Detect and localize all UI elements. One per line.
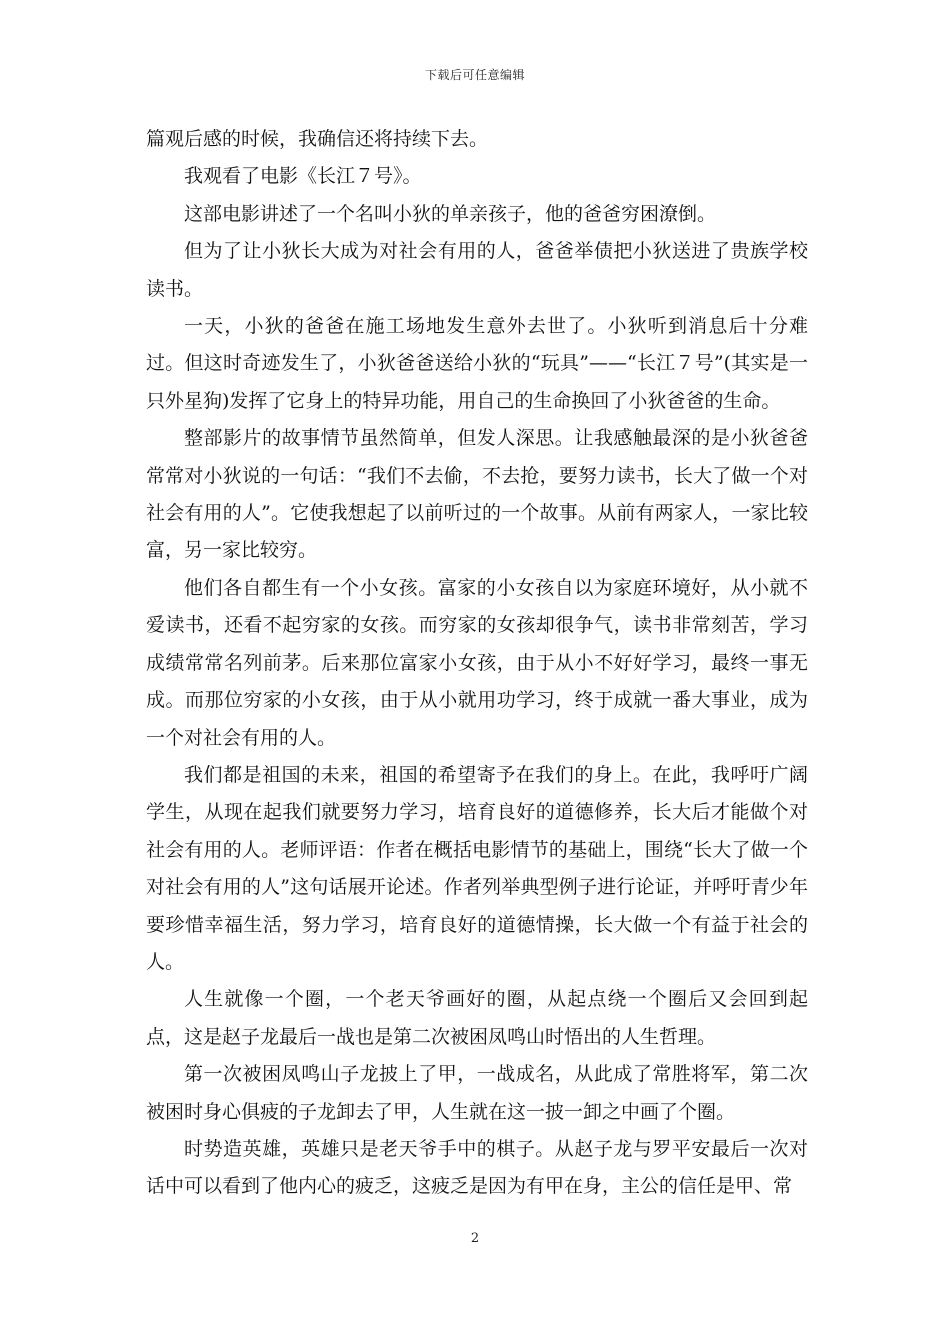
page-header: 下载后可任意编辑 — [424, 68, 525, 82]
paragraph: 整部影片的故事情节虽然简单，但发人深思。让我感触最深的是小狄爸爸常常对小狄说的一句话：“我们不去偷，不去抢，要努力读书，长大了做一个对社会有用的人”。它使我想起了以前听过的一个故事。从前有两家人，一家比较富，另一家比较穷。 — [146, 427, 808, 562]
document-body — [146, 121, 808, 1206]
paragraph: 这部电影讲述了一个名叫小狄的单亲孩子，他的爸爸穷困潦倒。 — [184, 202, 717, 225]
paragraph: 我们都是祖国的未来，祖国的希望寄予在我们的身上。在此，我呼吁广阔学生，从现在起我们就要努力学习，培育良好的道德修养，长大后才能做个对社会有用的人。老师评语：作者在概括电影情节的基础上，围绕“长大了做一个对社会有用的人”这句话展开论述。作者列举典型例子进行论证，并呼吁青少年要珍惜幸福生活，努力学习，培育良好的道德情操，长大做一个有益于社会的人。 — [146, 763, 808, 973]
paragraph: 时势造英雄，英雄只是老天爷手中的棋子。从赵子龙与罗平安最后一次对话中可以看到了他内心的疲乏，这疲乏是因为有甲在身，主公的信任是甲、常 — [146, 1137, 808, 1198]
paragraph: 我观看了电影《长江７号》。 — [184, 165, 422, 188]
paragraph: 篇观后感的时候，我确信还将持续下去。 — [146, 128, 489, 150]
paragraph: 人生就像一个圈，一个老天爷画好的圈，从起点绕一个圈后又会回到起点，这是赵子龙最后一战也是第二次被困凤鸣山时悟出的人生哲理。 — [146, 988, 808, 1048]
paragraph: 一天，小狄的爸爸在施工场地发生意外去世了。小狄听到消息后十分难过。但这时奇迹发生了，小狄爸爸送给小狄的“玩具”——“长江７号”(其实是一只外星狗)发挥了它身上的特异功能，用自己的生命换回了小狄爸爸的生命。 — [146, 315, 808, 412]
paragraph: 但为了让小狄长大成为对社会有用的人，爸爸举债把小狄送进了贵族学校读书。 — [146, 240, 808, 300]
paragraph: 第一次被困凤鸣山子龙披上了甲，一战成名，从此成了常胜将军，第二次被困时身心俱疲的子龙卸去了甲，人生就在这一披一卸之中画了个圈。 — [146, 1063, 808, 1123]
page-number: 2 — [470, 1231, 480, 1246]
paragraph: 他们各自都生有一个小女孩。富家的小女孩自以为家庭环境好，从小就不爱读书，还看不起穷家的女孩。而穷家的女孩却很争气，读书非常刻苦，学习成绩常常名列前茅。后来那位富家小女孩，由于从小不好好学习，最终一事无成。而那位穷家的小女孩，由于从小就用功学习，终于成就一番大事业，成为一个对社会有用的人。 — [146, 576, 808, 749]
